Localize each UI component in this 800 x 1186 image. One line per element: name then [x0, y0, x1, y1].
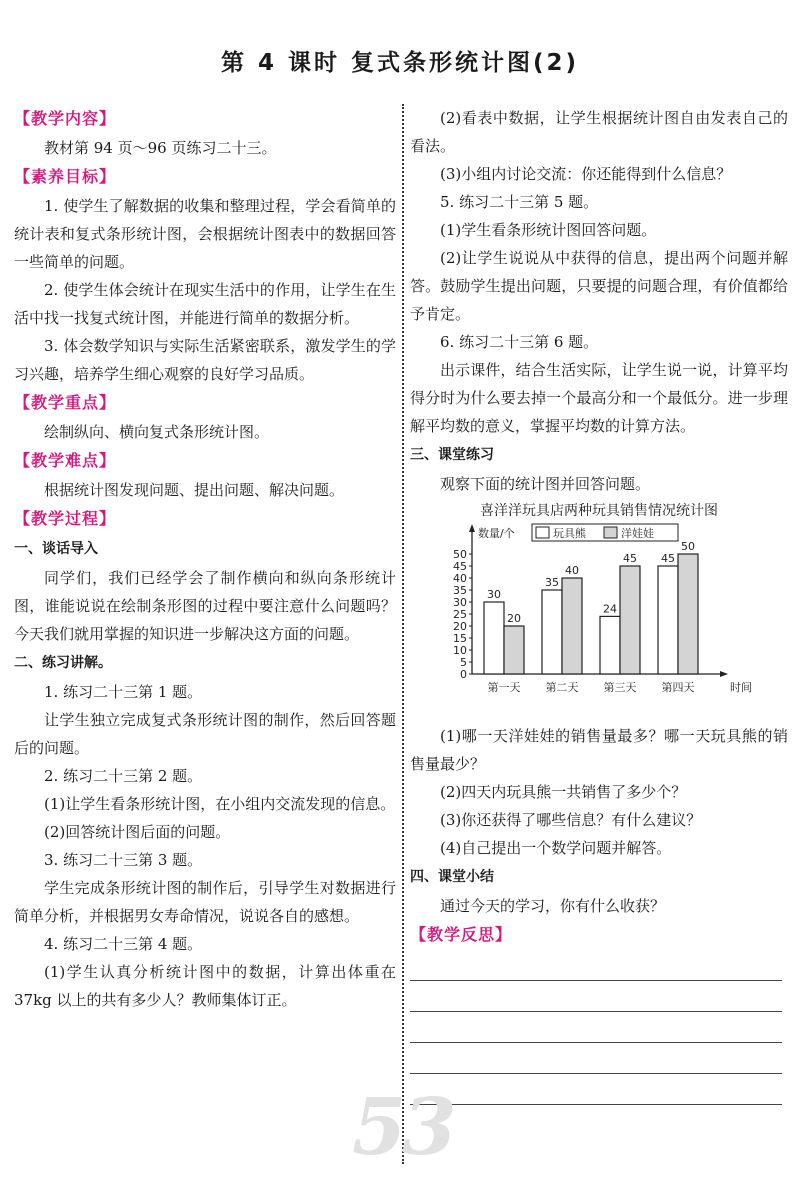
y-tick-label: 30 — [453, 596, 467, 609]
reflection-line — [410, 1043, 782, 1074]
question-3: (3)你还获得了哪些信息？有什么建议？ — [440, 811, 702, 829]
exercise-4-b: (2)看表中数据，让学生根据统计图自由发表自己的看法。 — [410, 109, 788, 155]
right-column — [410, 104, 788, 1105]
page-title: 第 4 课时 复式条形统计图(2) — [220, 50, 580, 76]
x-axis-arrow — [720, 671, 728, 677]
goal-2: 2. 使学生体会统计在现实生活中的作用，让学生在生活中找一找复式统计图，并能进行简单的数据分析。 — [14, 281, 396, 327]
bar-value-label: 20 — [507, 612, 521, 625]
exercise-5: 5. 练习二十三第 5 题。 — [440, 193, 599, 211]
practice-text: 观察下面的统计图并回答问题。 — [440, 475, 651, 493]
y-tick-label: 35 — [453, 584, 467, 597]
heading-reflection: 【教学反思】 — [410, 925, 513, 944]
exercise-4-c: (3)小组内讨论交流：你还能得到什么信息？ — [440, 165, 732, 183]
bar-value-label: 30 — [487, 588, 501, 601]
chart-title: 喜洋洋玩具店两种玩具销售情况统计图 — [480, 503, 718, 519]
left-column — [14, 104, 396, 1014]
goal-3: 3. 体会数学知识与实际生活紧密联系，激发学生的学习兴趣，培养学生细心观察的良好学习品质。 — [14, 337, 396, 383]
legend-swatch-1 — [604, 527, 617, 538]
x-axis-label: 时间 — [730, 681, 752, 694]
intro-text: 同学们，我们已经学会了制作横向和纵向条形统计图，谁能说说在绘制条形图的过程中要注意什么问题吗？今天我们就用掌握的知识进一步解决这方面的问题。 — [14, 569, 396, 643]
exercise-3: 3. 练习二十三第 3 题。 — [44, 851, 203, 869]
reflection-line — [410, 950, 782, 981]
legend-label-1: 洋娃娃 — [621, 527, 654, 540]
goal-1: 1. 使学生了解数据的收集和整理过程，学会看简单的统计表和复式条形统计图，会根据统计图表中的数据回答一些简单的问题。 — [14, 197, 396, 271]
exercise-1-text: 让学生独立完成复式条形统计图的制作，然后回答题后的问题。 — [14, 711, 396, 757]
heading-goals: 【素养目标】 — [14, 167, 117, 186]
bar-0-0 — [484, 602, 504, 674]
exercise-1: 1. 练习二十三第 1 题。 — [44, 683, 203, 701]
teaching-content-text: 教材第 94 页～96 页练习二十三。 — [44, 139, 277, 157]
y-tick-label: 0 — [460, 668, 467, 681]
x-tick-label: 第二天 — [545, 681, 579, 694]
y-tick-label: 45 — [453, 560, 467, 573]
heading-teaching-content: 【教学内容】 — [14, 109, 117, 128]
reflection-line — [410, 981, 782, 1012]
bar-value-label: 45 — [661, 552, 675, 565]
exercise-4-a: (1)学生认真分析统计图中的数据，计算出体重在 37kg 以上的共有多少人？教师集体订正。 — [14, 963, 396, 1009]
bar-0-2 — [600, 616, 620, 674]
reflection-line — [410, 1012, 782, 1043]
bar-chart — [410, 522, 788, 722]
x-tick-label: 第三天 — [603, 681, 637, 694]
bar-1-1 — [562, 578, 582, 674]
key-points-text: 绘制纵向、横向复式条形统计图。 — [44, 423, 270, 441]
bar-0-3 — [658, 566, 678, 674]
page-number: 53 — [352, 1082, 453, 1173]
exercise-4: 4. 练习二十三第 4 题。 — [44, 935, 203, 953]
exercise-2: 2. 练习二十三第 2 题。 — [44, 767, 203, 785]
exercise-5-b: (2)让学生说说从中获得的信息，提出两个问题并解答。鼓励学生提出问题，只要提的问题合理，有价值都给予肯定。 — [410, 249, 788, 323]
section-practice: 三、课堂练习 — [410, 447, 494, 463]
bar-value-label: 50 — [681, 540, 695, 553]
section-intro: 一、谈话导入 — [14, 541, 98, 557]
y-axis-arrow — [469, 524, 475, 532]
legend-label-0: 玩具熊 — [553, 527, 586, 540]
question-1: (1)哪一天洋娃娃的销售量最多？哪一天玩具熊的销售量最少？ — [410, 727, 788, 773]
exercise-3-text: 学生完成条形统计图的制作后，引导学生对数据进行简单分析，并根据男女寿命情况，说说各自的感想。 — [14, 879, 396, 925]
section-exercises: 二、练习讲解。 — [14, 655, 112, 671]
difficulties-text: 根据统计图发现问题、提出问题、解决问题。 — [44, 481, 345, 499]
bar-1-3 — [678, 554, 698, 674]
y-tick-label: 15 — [453, 632, 467, 645]
exercise-2-b: (2)回答统计图后面的问题。 — [44, 823, 231, 841]
y-tick-label: 10 — [453, 644, 467, 657]
x-tick-label: 第一天 — [487, 681, 521, 694]
heading-key-points: 【教学重点】 — [14, 393, 117, 412]
bar-value-label: 35 — [545, 576, 559, 589]
exercise-2-a: (1)让学生看条形统计图，在小组内交流发现的信息。 — [44, 795, 396, 813]
heading-difficulties: 【教学难点】 — [14, 451, 117, 470]
y-axis-label: 数量/个 — [478, 527, 515, 540]
x-tick-label: 第四天 — [661, 681, 695, 694]
question-4: (4)自己提出一个数学问题并解答。 — [440, 839, 672, 857]
y-tick-label: 25 — [453, 608, 467, 621]
bar-0-1 — [542, 590, 562, 674]
bar-value-label: 45 — [623, 552, 637, 565]
y-tick-label: 20 — [453, 620, 467, 633]
bar-chart-svg — [410, 522, 788, 722]
column-divider — [402, 104, 404, 1164]
y-tick-label: 5 — [460, 656, 467, 669]
summary-text: 通过今天的学习，你有什么收获？ — [440, 897, 666, 915]
exercise-6-text: 出示课件，结合生活实际，让学生说一说，计算平均得分时为什么要去掉一个最高分和一个最低分。进一步理解平均数的意义，掌握平均数的计算方法。 — [410, 361, 788, 435]
question-2: (2)四天内玩具熊一共销售了多少个？ — [440, 783, 687, 801]
section-summary: 四、课堂小结 — [410, 869, 494, 885]
exercise-6: 6. 练习二十三第 6 题。 — [440, 333, 599, 351]
bar-value-label: 24 — [603, 602, 617, 616]
bar-1-2 — [620, 566, 640, 674]
bar-1-0 — [504, 626, 524, 674]
heading-process: 【教学过程】 — [14, 509, 117, 528]
exercise-5-a: (1)学生看条形统计图回答问题。 — [440, 221, 657, 239]
bar-value-label: 40 — [565, 564, 579, 577]
legend-swatch-0 — [536, 527, 549, 538]
y-tick-label: 50 — [453, 548, 467, 561]
y-tick-label: 40 — [453, 572, 467, 585]
reflection-line — [410, 1074, 782, 1105]
